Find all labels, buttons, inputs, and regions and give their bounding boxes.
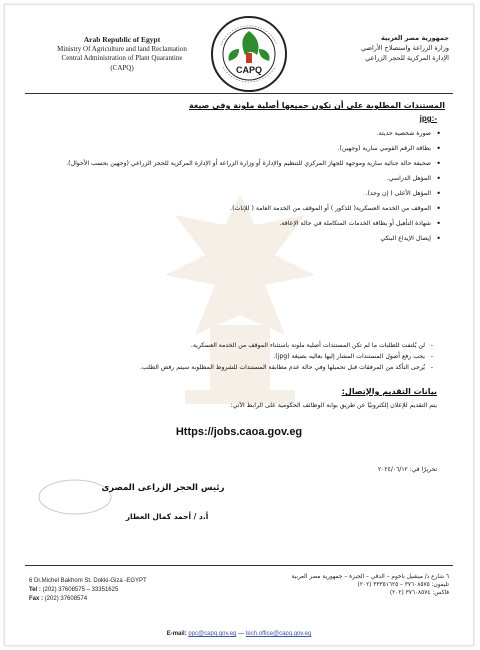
header-arabic	[299, 33, 449, 63]
note-item: - يُرجى التأكد من المرفقات قبل تحميلها وفي حالة عدم مطابقة المستندات للشروط المطلوبة سيتم رفض الطلب.	[71, 363, 433, 372]
list-item: • المؤهل الدراسي.	[65, 174, 441, 183]
svg-text:CAPQ: CAPQ	[235, 65, 263, 75]
email-separator: —	[238, 631, 245, 637]
documents-list	[65, 129, 441, 249]
list-item: • المؤهل الأعلى ( إن وجد).	[65, 189, 441, 198]
list-item: • إيصال الإيداع البنكي	[65, 234, 441, 243]
list-item: • شهادة التأهيل أو بطاقة الخدمات المتكاملة في حالة الإعاقة.	[65, 219, 441, 228]
list-item: • الموقف من الخدمة العسكرية( للذكور ) أو الموقف من الخدمة العامة ( للإناث).	[65, 204, 441, 213]
header-english	[47, 35, 197, 73]
tel-label: Tel :	[29, 587, 41, 593]
header-ar-admin: الإدارة المركزية للحجر الزراعي	[365, 54, 449, 62]
list-item: • صحيفة حالة جنائية سارية وموجهة للجهاز المركزي للتنظيم والإدارة أو وزارة الزراعة أو الإدارة المركزية للحجر الزراعي (وجهين بحسب الأحوال).	[65, 159, 441, 168]
header-en-admin: Central Administration of Plant Quarantine	[61, 54, 183, 62]
footer-english	[29, 577, 147, 604]
header-en-abbr: (CAPQ)	[110, 63, 134, 72]
capq-logo	[209, 15, 289, 93]
header-divider	[25, 93, 453, 94]
header-en-ministry: Ministry Of Agriculture and land Reclamation	[57, 44, 187, 53]
footer-ar-address: ٦ شارع د/ ميشيل باخوم – الدقي – الجيزة – جمهورية مصر العربية	[291, 574, 449, 580]
issue-date: تحريرًا في: ٢٠٢٤/٠٦/١٢	[377, 466, 437, 473]
apply-heading: بيانات التقديم والإتصال:	[341, 387, 437, 396]
documents-title: المستندات المطلوبة على أن تكون جميعها أصلية ملونة وفى صيغة	[189, 101, 445, 110]
footer-arabic	[259, 573, 449, 597]
list-item: • صورة شخصية حديثة.	[65, 129, 441, 138]
email-label: E-mail:	[166, 631, 187, 637]
header-ar-ministry: وزارة الزراعة واستصلاح الأراضي	[361, 44, 449, 52]
fax-label: Fax :	[29, 596, 44, 602]
footer-address: 6 Dr.Michel Bakhom St. Dokki-Giza -EGYPT	[29, 578, 147, 584]
note-item: - يجب رفع أصول المستندات المشار إليها بعاليه بصيغة (jpg).	[71, 352, 433, 361]
email-link-tech[interactable]: tech.office@capq.gov.eg	[245, 631, 312, 637]
footer-divider	[25, 565, 453, 566]
apply-text: يتم التقديم للإعلان إلكترونيًا عن طريق بوابة الوظائف الحكومية على الرابط الآتي:	[230, 402, 437, 409]
tel-number: (202) 37608575 – 33351625	[42, 587, 119, 593]
footer-email	[5, 631, 473, 637]
email-link-ppc[interactable]: ppc@capq.gov.eg	[188, 631, 237, 637]
fax-number: (202) 37608574	[44, 596, 88, 602]
header-en-country: Arab Republic of Egypt	[83, 35, 161, 44]
footer-ar-tel: تليفون: ٣٧٦٠٨٥٧٥ – ٣٣٣٥١٦٢٥ (٢٠٢)	[357, 582, 449, 588]
footer-ar-fax: فاكس: ٣٧٦٠٨٥٧٤ (٢٠٢)	[389, 590, 449, 596]
document-page	[4, 4, 474, 646]
notes-list	[71, 341, 433, 374]
signatory-name: أ.د / أحمد كمال العطار	[125, 512, 209, 521]
jobs-portal-link[interactable]: Https://jobs.caoa.gov.eg	[175, 426, 303, 438]
header-ar-country: جمهورية مصر العربية	[381, 34, 449, 42]
signatory-title: رئيس الحجر الزراعى المصرى	[101, 483, 225, 493]
list-item: • بطاقة الرقم القومي سارية (وجهين).	[65, 144, 441, 153]
documents-title-format: jpg:-	[419, 114, 437, 123]
note-item: - لن يُلتفت للطلبات ما لم تكن المستندات أصلية ملونة باستثناء الموقف من الخدمة العسكرية.	[71, 341, 433, 350]
